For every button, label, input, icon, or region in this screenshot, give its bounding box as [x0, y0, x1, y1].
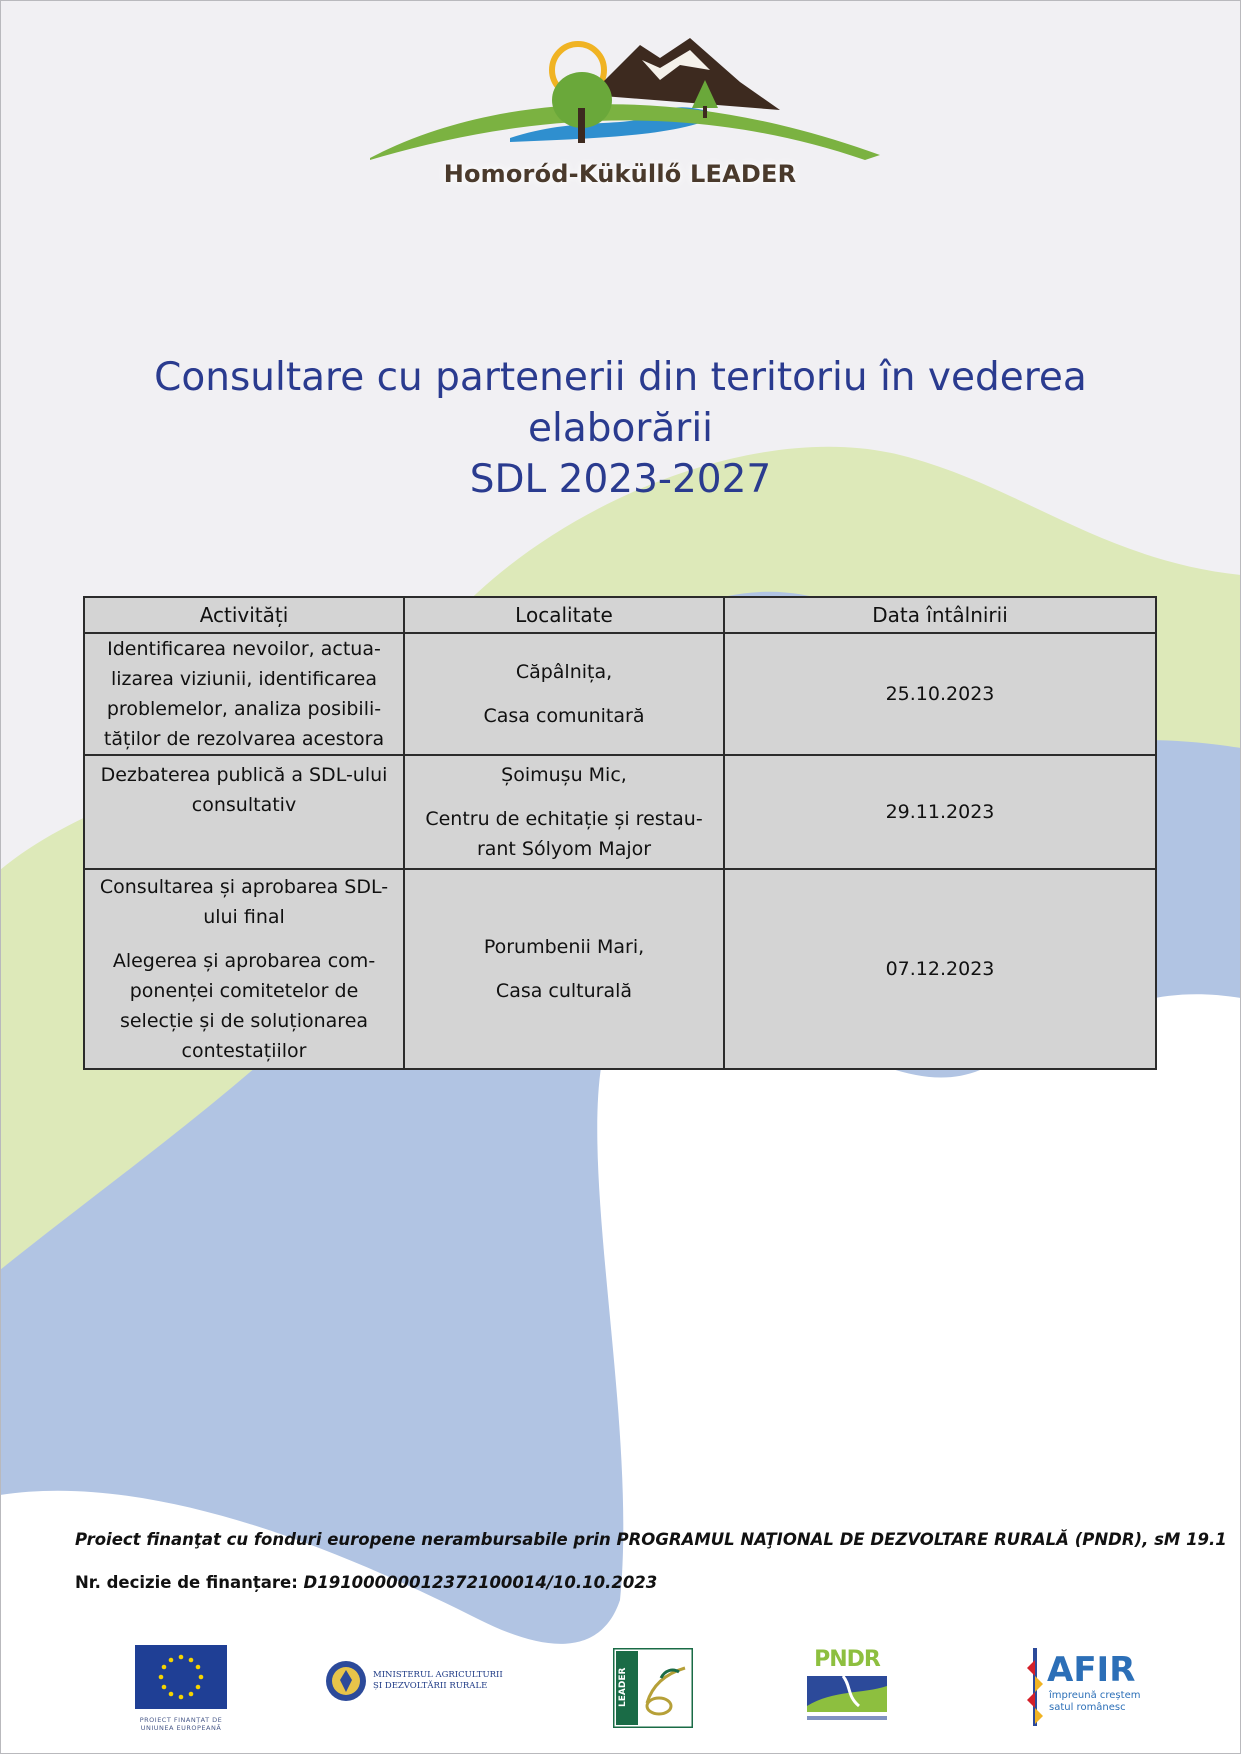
- activity-text: Identificarea nevoilor, actualizarea viziunii, identificarea problemelor, analiza posibilităților de rezolvarea acestora: [103, 638, 385, 750]
- funding-decision: [75, 1573, 657, 1592]
- funding-statement: Proiect finanţat cu fonduri europene nerambursabile prin PROGRAMUL NAŢIONAL DE DEZVOLTARE RURALĂ (PNDR), sM 19.1: [75, 1530, 1227, 1549]
- activity-text: Alegerea și aprobarea componenței comitetelor de selecție și de soluționarea contestațiilor: [112, 950, 376, 1062]
- homorod-kukullo-leader-logo: [360, 20, 880, 210]
- title-line-2: SDL 2023-2027: [469, 457, 772, 502]
- activity-cell: [84, 869, 404, 1069]
- header-activities: Activități: [84, 597, 404, 633]
- table-row: [84, 633, 1156, 755]
- location-cell: [404, 633, 724, 755]
- decision-code: D19100000012372100014/10.10.2023: [303, 1573, 658, 1592]
- activity-text: Dezbaterea publică a SDL-ului consultativ: [100, 764, 388, 816]
- ministry-line1: MINISTERUL AGRICULTURII: [373, 1670, 503, 1680]
- leader-logo: [613, 1648, 693, 1733]
- table-row: [84, 755, 1156, 869]
- location-cell: [404, 869, 724, 1069]
- title-line-1: Consultare cu partenerii din teritoriu în vederea elaborării: [154, 355, 1087, 451]
- location-name: Șoimușu Mic,: [501, 764, 627, 786]
- ministry-agriculture-logo: [325, 1660, 503, 1745]
- afir-tagline-1: împreună creștem: [1049, 1690, 1141, 1701]
- logo-text: Homoród-Küküllő LEADER: [443, 160, 797, 188]
- decision-label: Nr. decizie de finanțare:: [75, 1573, 304, 1592]
- header-date: Data întâlnirii: [724, 597, 1156, 633]
- eu-caption-line2: UNIUNEA EUROPEANĂ: [140, 1724, 222, 1732]
- location-venue: Casa culturală: [495, 980, 633, 1002]
- leader-text: LEADER: [618, 1667, 628, 1707]
- location-venue: Centru de echitație și restaurant Sólyom Major: [425, 808, 703, 860]
- date-cell: 07.12.2023: [724, 869, 1156, 1069]
- afir-text: AFIR: [1047, 1650, 1136, 1690]
- eu-flag-icon: [135, 1645, 227, 1709]
- eu-caption-line1: PROIECT FINANȚAT DE: [139, 1716, 223, 1724]
- afir-logo: [1025, 1648, 1145, 1733]
- date-cell: 25.10.2023: [724, 633, 1156, 755]
- ministry-line2: ȘI DEZVOLTĂRII RURALE: [373, 1681, 488, 1691]
- ministry-seal-icon: [325, 1660, 367, 1702]
- activity-cell: [84, 633, 404, 755]
- afir-tagline-2: satul românesc: [1049, 1702, 1126, 1713]
- location-venue: Casa comunitară: [483, 705, 645, 727]
- table-row: [84, 869, 1156, 1069]
- landscape-logo-icon: [360, 20, 880, 170]
- location-cell: [404, 755, 724, 869]
- activity-text: Consultarea și aprobarea SDL-ului final: [99, 876, 389, 928]
- location-name: Porumbenii Mari,: [483, 936, 645, 958]
- schedule-table: [83, 596, 1157, 1070]
- pndr-landscape-icon: [803, 1672, 891, 1726]
- eu-flag-logo: [135, 1645, 227, 1730]
- date-cell: 29.11.2023: [724, 755, 1156, 869]
- pndr-logo: [803, 1648, 891, 1733]
- pndr-text: PNDR: [814, 1647, 880, 1672]
- activity-cell: [84, 755, 404, 869]
- afir-wheat-icon: [1025, 1648, 1045, 1726]
- page-title: [60, 352, 1181, 505]
- location-name: Căpâlnița,: [515, 661, 613, 683]
- header-location: Localitate: [404, 597, 724, 633]
- table-header-row: [84, 597, 1156, 633]
